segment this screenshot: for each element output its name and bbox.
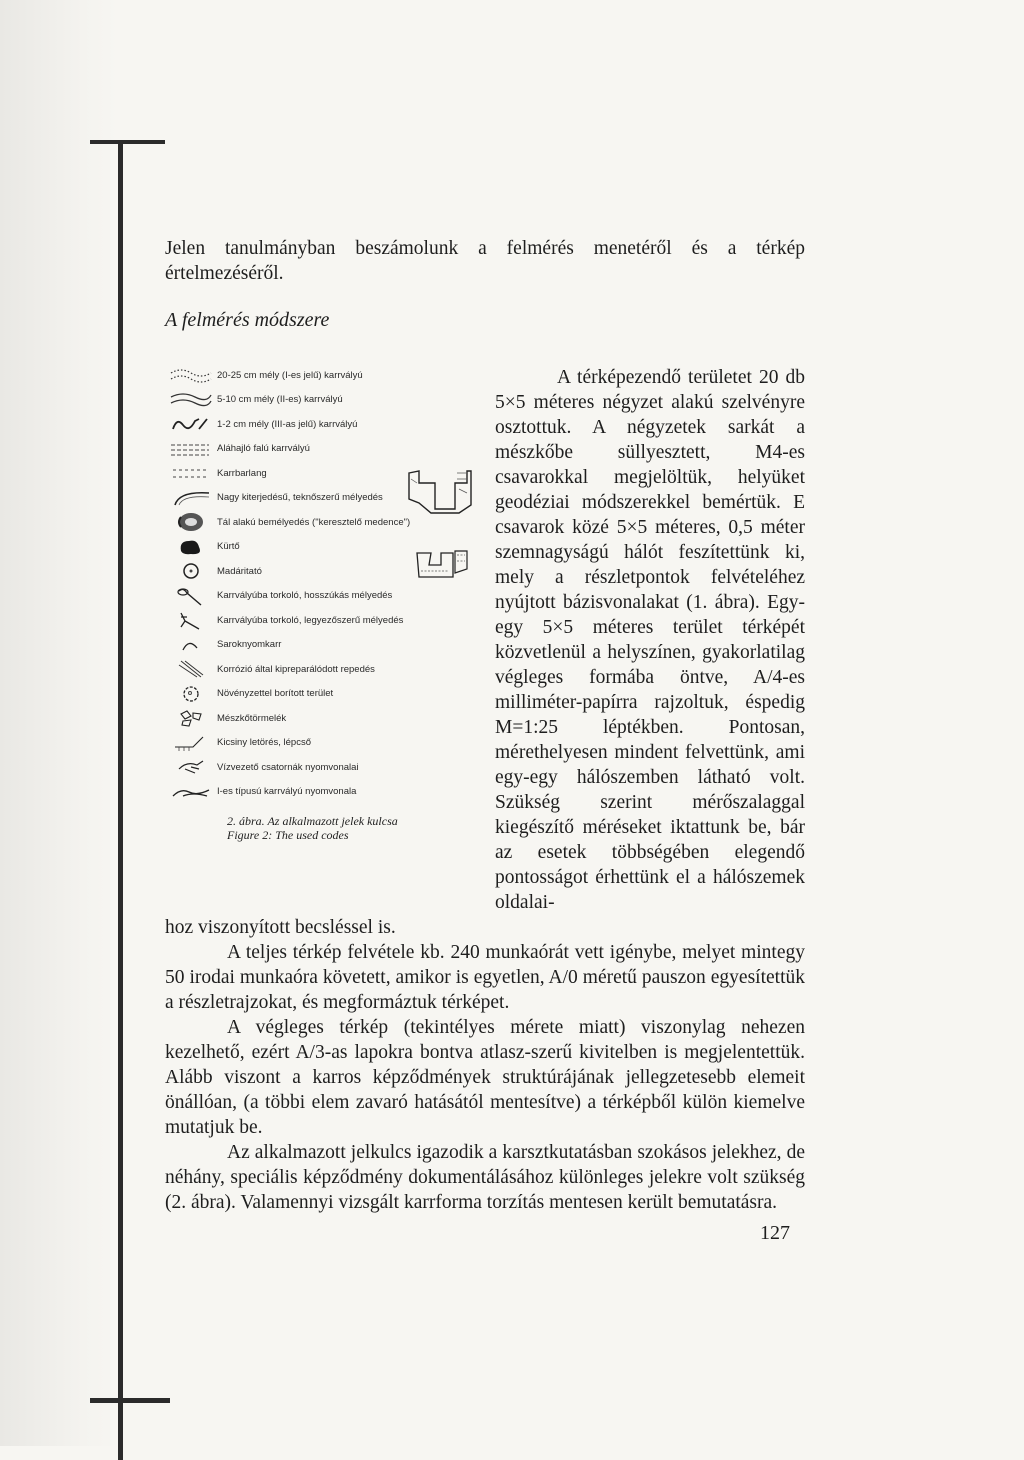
page-number: 127	[760, 1222, 790, 1244]
crack-lines-icon	[165, 659, 217, 679]
legend-item	[165, 657, 495, 682]
legend-label: Madáritató	[217, 565, 262, 577]
legend-label: 1-2 cm mély (III-as jelű) karrvályú	[217, 418, 358, 430]
hollow-ring-icon	[165, 561, 217, 581]
book-spine	[118, 140, 123, 1460]
legend-item	[165, 755, 495, 780]
groove-depth-diagram	[405, 469, 475, 593]
legend-label: Vízvezető csatornák nyomvonalai	[217, 761, 359, 773]
legend-item	[165, 731, 495, 756]
intro-paragraph: Jelen tanulmányban beszámolunk a felmérés menetéről és a térkép értelmezéséről.	[165, 238, 805, 284]
paragraph: A teljes térkép felvétele kb. 240 munkaórát vett igénybe, melyet mintegy 50 irodai munkaóra követett, amikor is egyetlen, A/0 méretű pauszon egyesítettük a részletrajzokat, és megformáztuk térképet.	[165, 942, 805, 1013]
corner-arc-icon	[165, 636, 217, 654]
paragraph: A végleges térkép (tekintélyes mérete miatt) viszonylag nehezen kezelhető, ezért A/3-as lapokra bontva atlasz-szerű kivitelben is megjelentettük. Alább viszont a karros képződmények struktúrájának jellegzetesebb elemeit önállóan, (a többi elem zavaró hatásától mentesítve) a térképből külön kiemelve mutatjuk be.	[165, 1017, 805, 1138]
figure-2-legend	[165, 363, 495, 842]
dotted-wavy-line-icon	[165, 367, 217, 383]
legend-item	[165, 706, 495, 731]
legend-item	[165, 363, 495, 388]
paragraph: Az alkalmazott jelkulcs igazodik a karsztkutatásban szokásos jelekhez, de néhány, speciális képződmény dokumentálásához különleges jelekre volt szükség (2. ábra). Valamennyi vizsgált karrforma torzítás mentesen került bemutatásra.	[165, 1142, 805, 1213]
legend-item	[165, 780, 495, 805]
legend-label: Karrvályúba torkoló, hosszúkás mélyedés	[217, 590, 393, 602]
legend-label: Saroknyomkarr	[217, 639, 282, 651]
fan-pit-icon	[165, 609, 217, 631]
dashed-lines-icon	[165, 465, 217, 481]
legend-label: Aláhajló falú karrvályú	[217, 443, 310, 455]
limestone-debris-icon	[165, 708, 217, 728]
legend-label: 20-25 cm mély (I-es jelű) karrvályú	[217, 369, 363, 381]
spine-top-mark	[90, 140, 165, 144]
double-wavy-line-icon	[165, 391, 217, 409]
legend-label: Kicsiny letörés, lépcső	[217, 737, 311, 749]
binding-shadow	[0, 0, 118, 1446]
dark-blob-icon	[165, 537, 217, 557]
caption-line-hu: 2. ábra. Az alkalmazott jelek kulcsa	[227, 814, 398, 828]
section-heading: A felmérés módszere	[165, 309, 330, 331]
legend-label: Tál alakú bemélyedés ("keresztelő medence")	[217, 516, 411, 528]
legend-item	[165, 682, 495, 707]
right-column	[495, 363, 805, 915]
elongated-pit-icon	[165, 585, 217, 607]
right-column-paragraph: A térképezendő területet 20 db 5×5 méteres négyzet alakú szelvényre osztottuk. A négyzetek sarkát a mészkőbe süllyesztett, M4-es csavarokkal megjelöltük, helyüket geodéziai módszerekkel bemértük. E csavarok közé 5×5 méteres, 0,5 méter szemnagyságú hálót feszítettünk ki, mely a részletpontok felvételéhez nyújtott bázisvonalakat (1. ábra). Egy-egy 5×5 méteres terület térképét közvetlenül a helyszínen, gyakorlatilag végleges formába öntve, A/4-es milliméter-papírra rajzoltuk, éspedig M=1:25 léptékben. Pontosan, mérethelyesen mindent felvettünk, ami egy-egy hálószemben látható volt. Szükség szerint mérőszalaggal kiegészítő méréseket iktattunk be, bár az esetek többségében elegendő pontosságot érhettünk el a hálószemek oldalai-	[495, 367, 805, 913]
legend-label: Nagy kiterjedésű, teknőszerű mélyedés	[217, 492, 383, 504]
legend-label: Korrózió által kipreparálódott repedés	[217, 663, 375, 675]
legend-label: I-es típusú karrvályú nyomvonala	[217, 786, 357, 798]
legend-item	[165, 388, 495, 413]
step-break-icon	[165, 733, 217, 753]
filled-basin-icon	[165, 511, 217, 533]
groove-trace-icon	[165, 782, 217, 802]
hatched-lines-icon	[165, 441, 217, 457]
legend-item	[165, 633, 495, 658]
legend-label: Mészkőtörmelék	[217, 712, 287, 724]
page-body	[165, 236, 805, 1215]
legend-item	[165, 608, 495, 633]
paragraph-continuation: hoz viszonyított becsléssel is.	[165, 917, 396, 938]
spine-bottom-mark	[90, 1398, 170, 1403]
single-wave-icon	[165, 415, 217, 433]
drain-trace-icon	[165, 757, 217, 777]
legend-item	[165, 412, 495, 437]
figure-row	[165, 363, 805, 915]
legend-label: Kürtő	[217, 541, 240, 553]
caption-line-en: Figure 2: The used codes	[227, 828, 349, 842]
legend-label: 5-10 cm mély (II-es) karrvályú	[217, 394, 343, 406]
legend-item	[165, 437, 495, 462]
curved-bowl-icon	[165, 489, 217, 507]
figure-caption	[227, 814, 495, 842]
legend-label: Növényzettel borított terület	[217, 688, 334, 700]
vegetation-circle-icon	[165, 684, 217, 704]
legend-label: Karrvályúba torkoló, legyezőszerű mélyedés	[217, 614, 404, 626]
legend-label: Karrbarlang	[217, 467, 267, 479]
